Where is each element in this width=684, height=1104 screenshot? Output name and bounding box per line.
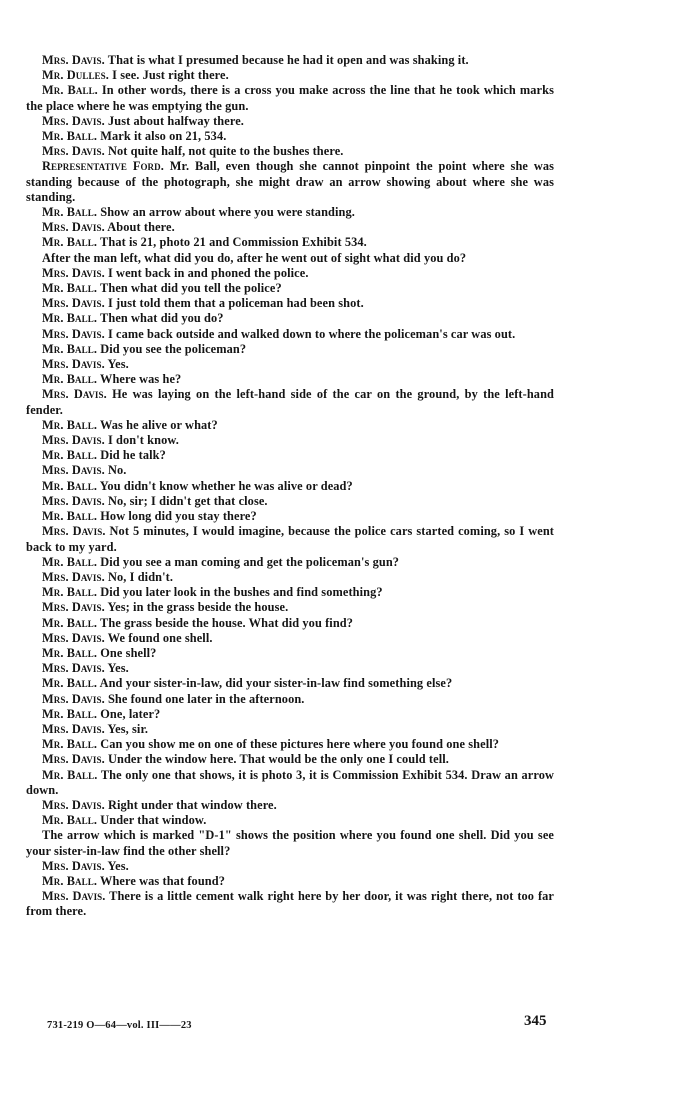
footer-print-code: 731-219 O—64—vol. III——23 [47, 1020, 192, 1031]
testimony-text: Where was that found? [100, 873, 225, 888]
testimony-text: Did he talk? [100, 448, 166, 463]
transcript-paragraph [26, 235, 554, 250]
transcript-paragraph [26, 463, 554, 478]
testimony-text: Mark it also on 21, 534. [100, 129, 227, 144]
testimony-text: You didn't know whether he was alive or dead? [99, 478, 353, 493]
transcript-paragraph [26, 616, 554, 631]
testimony-text: That is what I presumed because he had it open and was shaking it. [107, 53, 469, 67]
transcript-paragraph [26, 114, 554, 129]
speaker-name: Mrs. Davis. [42, 858, 105, 873]
testimony-text: I came back outside and walked down to where the policeman's car was out. [107, 326, 516, 341]
transcript-paragraph [26, 266, 554, 281]
transcript-paragraph [26, 737, 554, 752]
testimony-text: Yes. [107, 357, 129, 372]
transcript-paragraph [26, 159, 554, 205]
testimony-text: He was laying on the left-hand side of the car on the ground, by the left-hand fender. [26, 387, 554, 417]
speaker-name: Mr. Ball. [42, 205, 98, 220]
testimony-text: Not quite half, not quite to the bushes there. [107, 144, 344, 159]
speaker-name: Mr. Dulles. [42, 68, 109, 83]
speaker-name: Mrs. Davis. [42, 433, 105, 448]
transcript-paragraph [26, 798, 554, 813]
testimony-text: One shell? [100, 645, 157, 660]
speaker-name: Mrs. Davis. [42, 524, 106, 539]
transcript-paragraph [26, 251, 554, 266]
testimony-text: Under the window here. That would be the only one I could tell. [107, 752, 449, 767]
speaker-name: Mr. Ball. [42, 509, 98, 524]
transcript-paragraph [26, 555, 554, 570]
testimony-text: The arrow which is marked "D-1" shows the position where you found one shell. Did you see your sister-in-law find the other shell? [26, 828, 554, 858]
testimony-text: Then what did you tell the police? [100, 281, 282, 296]
transcript-paragraph [26, 813, 554, 828]
speaker-name: Mrs. Davis. [42, 357, 105, 372]
speaker-name: Mr. Ball. [42, 311, 98, 326]
speaker-name: Representative Ford. [42, 159, 164, 174]
transcript-paragraph [26, 387, 554, 417]
speaker-name: Mr. Ball. [42, 129, 98, 144]
speaker-name: Mr. Ball. [42, 706, 98, 721]
transcript-paragraph [26, 433, 554, 448]
testimony-text: We found one shell. [107, 630, 213, 645]
speaker-name: Mr. Ball. [42, 372, 98, 387]
testimony-text: Did you later look in the bushes and find something? [100, 585, 383, 600]
transcript-paragraph [26, 509, 554, 524]
testimony-text: I don't know. [107, 433, 179, 448]
testimony-text: Yes, sir. [107, 721, 149, 736]
speaker-name: Mrs. Davis. [42, 752, 105, 767]
speaker-name: Mr. Ball. [42, 478, 98, 493]
speaker-name: Mrs. Davis. [42, 889, 106, 904]
transcript-paragraph [26, 53, 554, 68]
testimony-text: Just about halfway there. [107, 113, 244, 128]
testimony-text: In other words, there is a cross you make across the line that he took which marks the place where he was emptying the gun. [26, 83, 555, 113]
testimony-text: The grass beside the house. What did you find? [100, 615, 354, 630]
testimony-text: About there. [107, 220, 175, 235]
speaker-name: Mr. Ball. [42, 585, 98, 600]
transcript-paragraph [26, 646, 554, 661]
transcript-paragraph [26, 327, 554, 342]
speaker-name: Mr. Ball. [42, 873, 98, 888]
testimony-text: Did you see the policeman? [100, 341, 247, 356]
transcript-paragraph [26, 828, 554, 858]
transcript-paragraph [26, 707, 554, 722]
transcript-paragraph [26, 768, 554, 798]
speaker-name: Mr. Ball. [42, 235, 98, 250]
transcript-paragraph [26, 83, 554, 113]
speaker-name: Mr. Ball. [42, 554, 98, 569]
testimony-text: Under that window. [100, 813, 207, 828]
testimony-text: Right under that window there. [107, 797, 277, 812]
transcript-paragraph [26, 600, 554, 615]
testimony-text: She found one later in the afternoon. [107, 691, 305, 706]
testimony-text: Yes; in the grass beside the house. [107, 600, 289, 615]
transcript-paragraph [26, 752, 554, 767]
transcript-paragraph [26, 372, 554, 387]
speaker-name: Mrs. Davis. [42, 600, 105, 615]
speaker-name: Mrs. Davis. [42, 721, 105, 736]
transcript-paragraph [26, 220, 554, 235]
transcript-paragraph [26, 692, 554, 707]
speaker-name: Mrs. Davis. [42, 630, 105, 645]
speaker-name: Mrs. Davis. [42, 463, 105, 478]
testimony-text: That is 21, photo 21 and Commission Exhibit 534. [100, 235, 367, 250]
transcript-paragraph [26, 859, 554, 874]
speaker-name: Mr. Ball. [42, 813, 98, 828]
speaker-name: Mr. Ball. [42, 448, 98, 463]
transcript-paragraph [26, 524, 554, 554]
speaker-name: Mrs. Davis. [42, 265, 105, 280]
testimony-text: No, I didn't. [107, 569, 174, 584]
speaker-name: Mrs. Davis. [42, 53, 105, 67]
transcript-paragraph [26, 68, 554, 83]
speaker-name: Mr. Ball. [42, 767, 98, 782]
transcript-paragraph [26, 448, 554, 463]
transcript-paragraph [26, 874, 554, 889]
transcript-paragraph [26, 661, 554, 676]
speaker-name: Mrs. Davis. [42, 296, 105, 311]
transcript-paragraph [26, 418, 554, 433]
testimony-text: No. [107, 463, 127, 478]
testimony-text: Yes. [107, 858, 129, 873]
speaker-name: Mrs. Davis. [42, 493, 105, 508]
transcript-paragraph [26, 585, 554, 600]
transcript-paragraph [26, 205, 554, 220]
speaker-name: Mrs. Davis. [42, 569, 105, 584]
testimony-text: I just told them that a policeman had been shot. [107, 296, 364, 311]
speaker-name: Mr. Ball. [42, 737, 98, 752]
transcript-paragraph [26, 129, 554, 144]
page-number: 345 [524, 1013, 547, 1029]
speaker-name: Mrs. Davis. [42, 326, 105, 341]
speaker-name: Mr. Ball. [42, 645, 98, 660]
testimony-text: There is a little cement walk right here by her door, it was right there, not too far from there. [26, 889, 555, 919]
testimony-text: Was he alive or what? [100, 417, 218, 432]
testimony-text: Can you show me on one of these pictures here where you found one shell? [100, 737, 500, 752]
testimony-text: Yes. [107, 661, 129, 676]
testimony-transcript [26, 53, 554, 920]
testimony-text: And your sister-in-law, did your sister-in-law find something else? [99, 676, 453, 691]
speaker-name: Mrs. Davis. [42, 144, 105, 159]
testimony-text: One, later? [100, 706, 161, 721]
speaker-name: Mr. Ball. [42, 83, 98, 98]
speaker-name: Mrs. Davis. [42, 661, 105, 676]
transcript-paragraph [26, 889, 554, 919]
testimony-text: Did you see a man coming and get the policeman's gun? [100, 554, 400, 569]
transcript-paragraph [26, 357, 554, 372]
speaker-name: Mr. Ball. [42, 281, 98, 296]
testimony-text: Show an arrow about where you were standing. [100, 205, 355, 220]
transcript-paragraph [26, 144, 554, 159]
speaker-name: Mr. Ball. [42, 676, 98, 691]
testimony-text: I went back in and phoned the police. [107, 265, 309, 280]
testimony-text: After the man left, what did you do, after he went out of sight what did you do? [42, 250, 467, 265]
transcript-paragraph [26, 570, 554, 585]
speaker-name: Mrs. Davis. [42, 387, 107, 402]
speaker-name: Mr. Ball. [42, 417, 98, 432]
testimony-text: No, sir; I didn't get that close. [107, 493, 268, 508]
transcript-paragraph [26, 494, 554, 509]
transcript-paragraph [26, 676, 554, 691]
testimony-text: Where was he? [100, 372, 182, 387]
testimony-text: The only one that shows, it is photo 3, it is Commission Exhibit 534. Draw an arrow down. [26, 767, 554, 797]
testimony-text: I see. Just right there. [112, 68, 229, 83]
transcript-paragraph [26, 281, 554, 296]
speaker-name: Mr. Ball. [42, 341, 98, 356]
speaker-name: Mrs. Davis. [42, 797, 105, 812]
transcript-paragraph [26, 342, 554, 357]
transcript-paragraph [26, 296, 554, 311]
speaker-name: Mrs. Davis. [42, 220, 105, 235]
transcript-paragraph [26, 631, 554, 646]
transcript-paragraph [26, 479, 554, 494]
transcript-paragraph [26, 311, 554, 326]
testimony-text: Not 5 minutes, I would imagine, because the police cars started coming, so I went back to my yard. [26, 524, 555, 554]
speaker-name: Mr. Ball. [42, 615, 98, 630]
testimony-text: Mr. Ball, even though she cannot pinpoint the point where she was standing because of the photograph, she might draw an arrow showing about where she was standing. [26, 159, 555, 204]
transcript-paragraph [26, 722, 554, 737]
speaker-name: Mrs. Davis. [42, 691, 105, 706]
testimony-text: Then what did you do? [100, 311, 224, 326]
speaker-name: Mrs. Davis. [42, 113, 105, 128]
testimony-text: How long did you stay there? [100, 509, 257, 524]
